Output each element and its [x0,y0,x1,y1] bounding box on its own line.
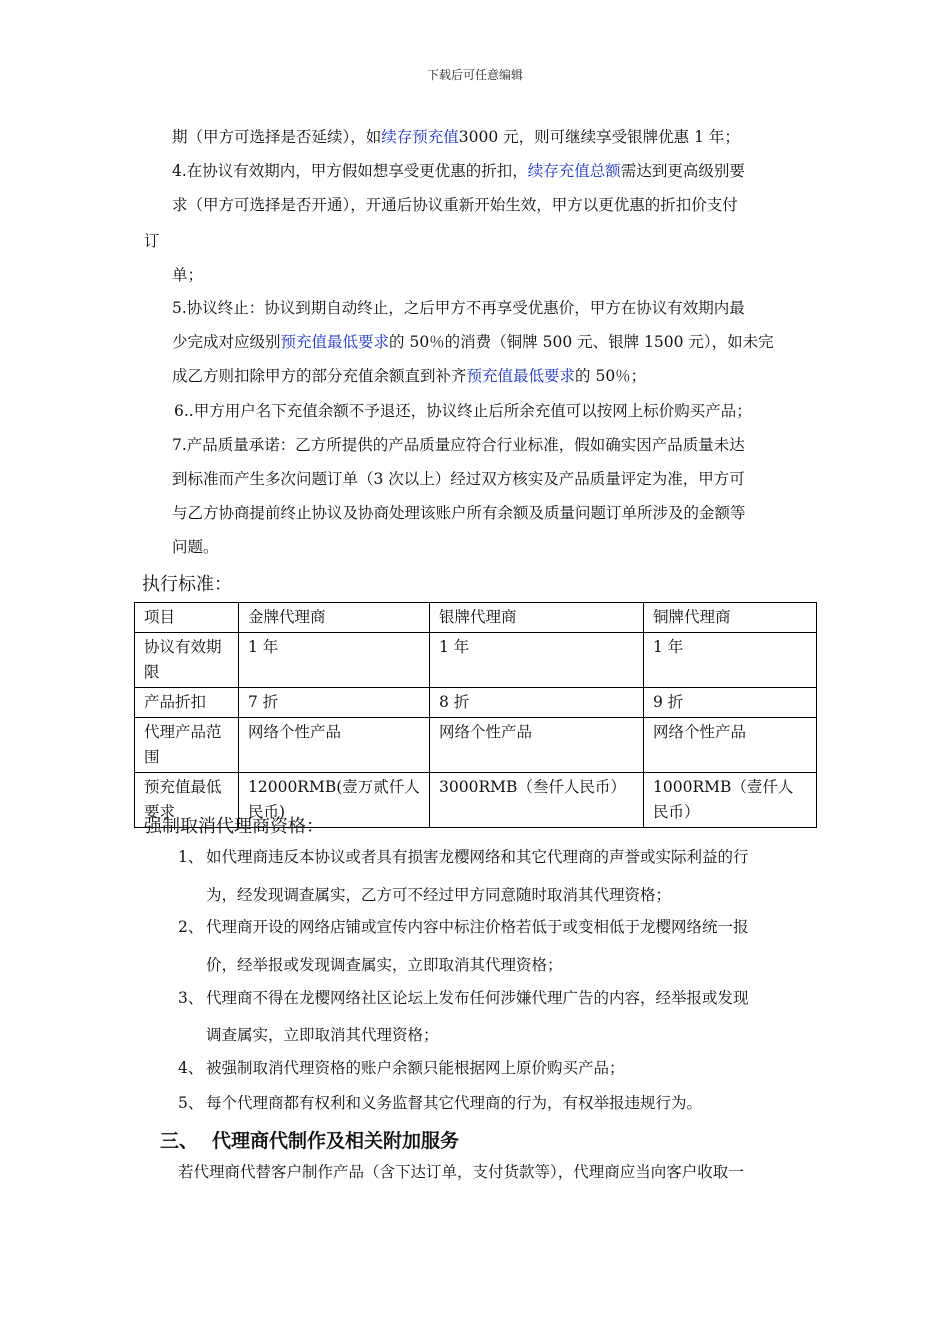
list-item: 被强制取消代理资格的账户余额只能根据网上原价购买产品； [206,1059,625,1077]
clause-line: 单； [172,266,204,284]
section-title: 代理商代制作及相关附加服务 [212,1130,460,1152]
clause-line: 问题。 [172,538,219,556]
list-item: 每个代理商都有权利和义务监督其它代理商的行为，有权举报违规行为。 [206,1094,703,1112]
list-item: 价，经举报或发现调查属实，立即取消其代理资格； [206,956,563,974]
table-header-cell: 铜牌代理商 [644,603,817,633]
clause-line: 期（甲方可选择是否延续），如续存预充值3000 元，则可继续享受银牌优惠 1 年； [172,128,740,146]
page-header: 下载后可任意编辑 [426,68,523,82]
section-number: 三、 [160,1130,199,1152]
clause-line: 4.在协议有效期内，甲方假如想享受更优惠的折扣，续存充值总额需达到更高级别要 [172,162,745,180]
list-item-number: 3、 [178,989,204,1007]
clause-line: 5.协议终止：协议到期自动终止，之后甲方不再享受优惠价，甲方在协议有效期内最 [172,299,745,317]
section-paragraph: 若代理商代替客户制作产品（含下达订单，支付货款等），代理商应当向客户收取一 [178,1163,744,1181]
table-cell: 网络个性产品 [644,718,817,773]
list-item-number: 5、 [178,1094,204,1112]
clause-line: 成乙方则扣除甲方的部分充值余额直到补齐预充值最低要求的 50％； [172,367,647,385]
clause-line: 6..甲方用户名下充值余额不予退还，协议终止后所余充值可以按网上标价购买产品； [174,402,752,420]
table-row [135,633,817,688]
clause-line: 少完成对应级别预充值最低要求的 50％的消费（铜牌 500 元、银牌 1500 元），如未完 [172,333,774,351]
table-header-cell: 银牌代理商 [430,603,644,633]
table-cell: 网络个性产品 [239,718,430,773]
table-cell: 1000RMB（壹仟人民币） [644,773,817,828]
table-header-cell: 金牌代理商 [239,603,430,633]
table-cell: 产品折扣 [135,688,239,718]
revoke-title: 强制取消代理商资格： [144,816,324,837]
list-item: 代理商不得在龙樱网络社区论坛上发布任何涉嫌代理广告的内容，经举报或发现 [206,989,749,1007]
table-cell: 预充值最低要求 [135,773,239,828]
table-header-cell: 项目 [135,603,239,633]
list-item-number: 2、 [178,918,204,936]
clause-line: 7.产品质量承诺：乙方所提供的产品质量应符合行业标准，假如确实因产品质量未达 [172,436,745,454]
standard-table [134,602,817,828]
table-cell: 1 年 [430,633,644,688]
table-row [135,718,817,773]
table-cell: 1 年 [644,633,817,688]
table-cell: 1 年 [239,633,430,688]
keyword-highlight: 预充值最低要求 [466,367,576,385]
clause-line: 求（甲方可选择是否开通），开通后协议重新开始生效，甲方以更优惠的折扣价支付 [172,196,738,214]
clause-line: 订 [144,232,160,250]
clause-line: 与乙方协商提前终止协议及协商处理该账户所有余额及质量问题订单所涉及的金额等 [172,504,746,522]
list-item: 代理商开设的网络店铺或宣传内容中标注价格若低于或变相低于龙樱网络统一报 [206,918,749,936]
table-cell: 网络个性产品 [430,718,644,773]
table-cell: 3000RMB（叁仟人民币） [430,773,644,828]
standard-title: 执行标准： [142,574,232,595]
table-cell: 9 折 [644,688,817,718]
keyword-highlight: 预充值最低要求 [280,333,390,351]
table-cell: 协议有效期限 [135,633,239,688]
table-cell: 12000RMB(壹万贰仟人民币) [239,773,430,828]
table-cell: 8 折 [430,688,644,718]
clause-line: 到标准而产生多次问题订单（3 次以上）经过双方核实及产品质量评定为准，甲方可 [172,470,745,488]
table-header-row [135,603,817,633]
list-item-number: 1、 [178,848,204,866]
list-item: 调查属实，立即取消其代理资格； [206,1026,439,1044]
list-item: 为，经发现调查属实，乙方可不经过甲方同意随时取消其代理资格； [206,886,672,904]
keyword-highlight: 续存预充值 [381,128,459,146]
table-cell: 7 折 [239,688,430,718]
keyword-highlight: 续存充值总额 [527,162,621,180]
list-item: 如代理商违反本协议或者具有损害龙樱网络和其它代理商的声誉或实际利益的行 [206,848,749,866]
list-item-number: 4、 [178,1059,204,1077]
table-row [135,688,817,718]
table-cell: 代理产品范围 [135,718,239,773]
